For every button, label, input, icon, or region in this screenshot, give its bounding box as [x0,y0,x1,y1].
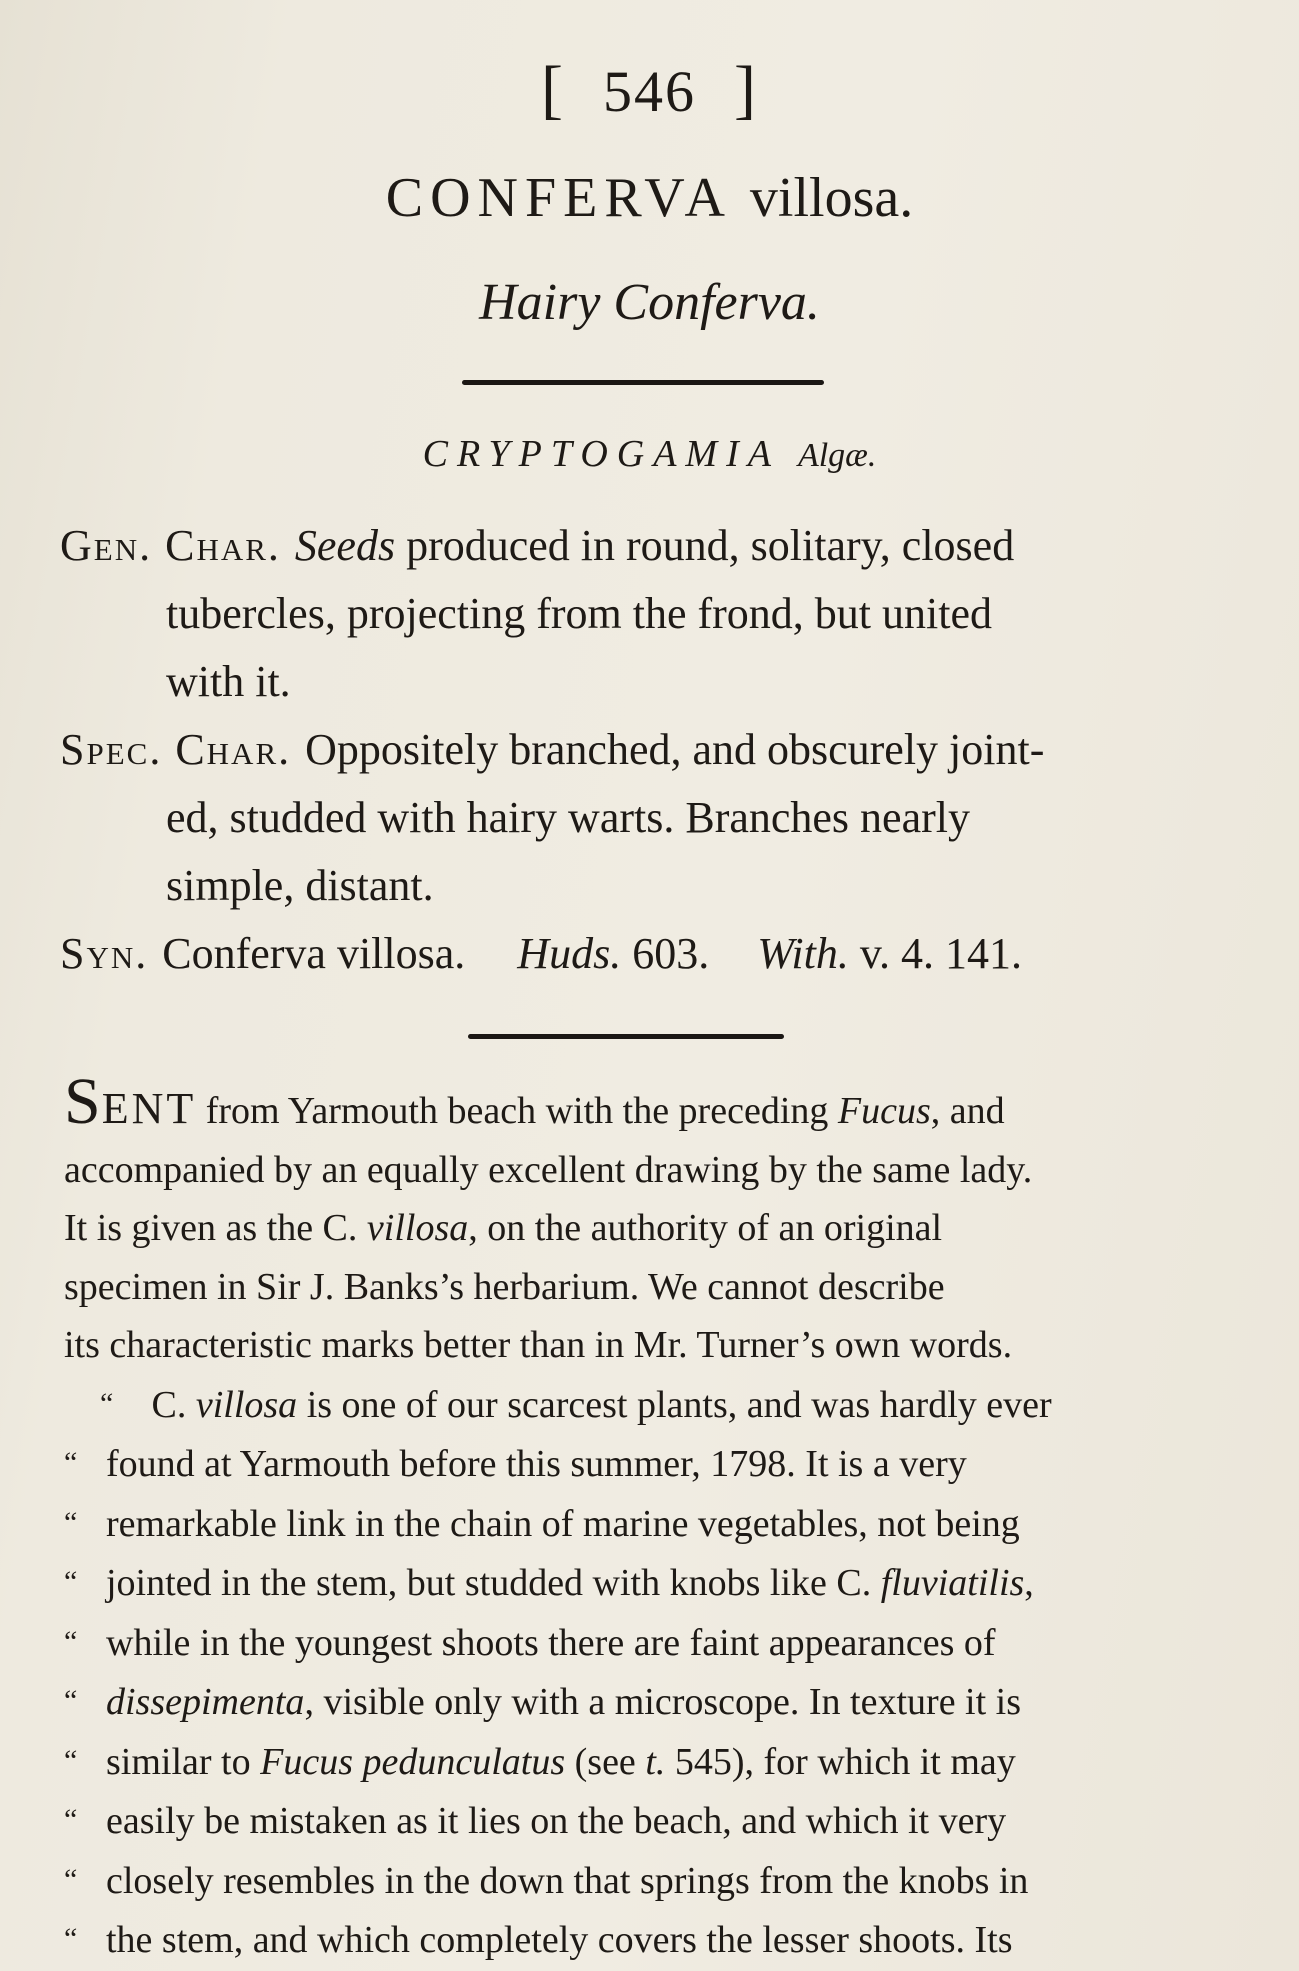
quote-line-5 [64,1613,1234,1673]
quote-line-2 [64,1434,1234,1494]
spec-char-line-3: simple, distant. [166,861,434,910]
quote-line-9 [64,1851,1234,1911]
quote-mark: “ [64,1565,78,1598]
body-text: , on the authority of an original [468,1207,943,1249]
drop-cap-rest: ENT [101,1084,197,1133]
drop-cap: S [64,1065,102,1138]
body-italic: t. [645,1740,666,1783]
body-italic: dissepimenta [106,1681,305,1723]
gen-char-label: Gen. Char. [60,521,281,570]
body-text: while in the youngest shoots there are faint appearances of [106,1621,996,1664]
gen-char-line-3: with it. [166,657,291,706]
body-text: is one of our scarcest plants, and was hardly ever [297,1383,1052,1426]
body-text: It is given as the C. [64,1207,367,1249]
body-text: the stem, and which completely covers the lesser shoots. Its [106,1919,1013,1961]
spec-char-line-1: Oppositely branched, and obscurely joint- [305,725,1045,774]
body-italic: Fucus pedunculatus [260,1740,566,1783]
body-text: similar to [106,1740,261,1783]
page-number-value: 546 [603,59,696,124]
body-line-4: specimen in Sir J. Banks’s herbarium. We cannot describe [64,1265,945,1308]
quote-mark: “ [64,1505,78,1539]
body-text: (see [565,1740,646,1783]
bottom-divider [468,1034,784,1039]
body-text: easily be mistaken as it lies on the beach, and which it very [106,1800,1007,1842]
quote-line-4 [64,1553,1234,1613]
quote-line-6 [64,1672,1234,1732]
body-text: , and [930,1090,1005,1132]
page-number [0,52,1299,128]
quote-mark: “ [64,1743,78,1777]
body-italic: Fucus [837,1090,931,1132]
description-text [64,1065,1234,1970]
quote-line-7 [64,1732,1234,1792]
body-text: jointed in the stem, but studded with knobs like C. [106,1562,881,1604]
quote-line-1 [64,1375,1234,1435]
quote-mark: “ [64,1624,78,1658]
quote-mark: “ [64,1862,78,1896]
body-line-5: its characteristic marks better than in Mr. Turner’s own words. [64,1324,1013,1366]
syn-label: Syn. [60,929,149,978]
syn-ref-withering: With. [757,929,849,978]
class-name: CRYPTOGAMIA [422,433,780,475]
left-bracket: [ [541,53,565,126]
quote-line-3 [64,1494,1234,1554]
body-text: , visible only with a microscope. In texture it is [304,1681,1022,1723]
specific-character [60,716,1230,920]
quote-mark: “ [64,1446,78,1479]
common-name: Hairy Conferva. [479,274,820,331]
body-line-3 [64,1199,1234,1258]
species-epithet: villosa. [749,167,914,229]
top-divider [462,380,824,385]
syn-ref-withering-rest: v. 4. 141. [848,929,1023,978]
classification-line [0,432,1299,476]
quote-mark: “ [64,1803,78,1836]
quote-mark: “ [64,1684,78,1717]
body-italic: fluviatilis [880,1562,1025,1604]
body-text: from Yarmouth beach with the preceding [196,1090,838,1132]
genus-name: CONFERVA [385,167,732,229]
order-name: Algæ. [797,437,877,474]
body-text: C. [142,1383,196,1426]
body-italic: villosa [366,1207,469,1249]
syn-ref-hudson: Huds. [517,929,622,978]
syn-name: Conferva villosa. [162,929,466,978]
syn-ref-hudson-page: 603. [621,929,710,978]
body-text: 545), for which it may [665,1740,1016,1783]
spec-char-label: Spec. Char. [60,725,292,774]
generic-character [60,512,1230,716]
body-text: remarkable link in the chain of marine vegetables, not being [106,1502,1020,1545]
gen-char-line-2: tubercles, projecting from the frond, but united [166,589,992,638]
body-line-2: accompanied by an equally excellent drawing by the same lady. [64,1148,1033,1191]
spec-char-line-2: ed, studded with hairy warts. Branches nearly [166,793,970,842]
species-title [0,166,1299,230]
gen-char-italic-word: Seeds [294,521,396,570]
gen-char-line-1: produced in round, solitary, closed [395,521,1015,570]
quote-mark: “ [100,1386,114,1420]
body-italic: villosa [195,1383,298,1426]
body-text: found at Yarmouth before this summer, 1798. It is a very [106,1443,967,1485]
body-line-1 [64,1065,1234,1141]
body-text: , [1024,1562,1034,1604]
quote-mark: “ [64,1922,78,1955]
synonym-line [60,920,1230,988]
right-bracket: ] [734,53,758,126]
body-text: closely resembles in the down that springs from the knobs in [106,1859,1029,1902]
quote-line-8 [64,1791,1234,1851]
quote-line-10 [64,1910,1234,1970]
